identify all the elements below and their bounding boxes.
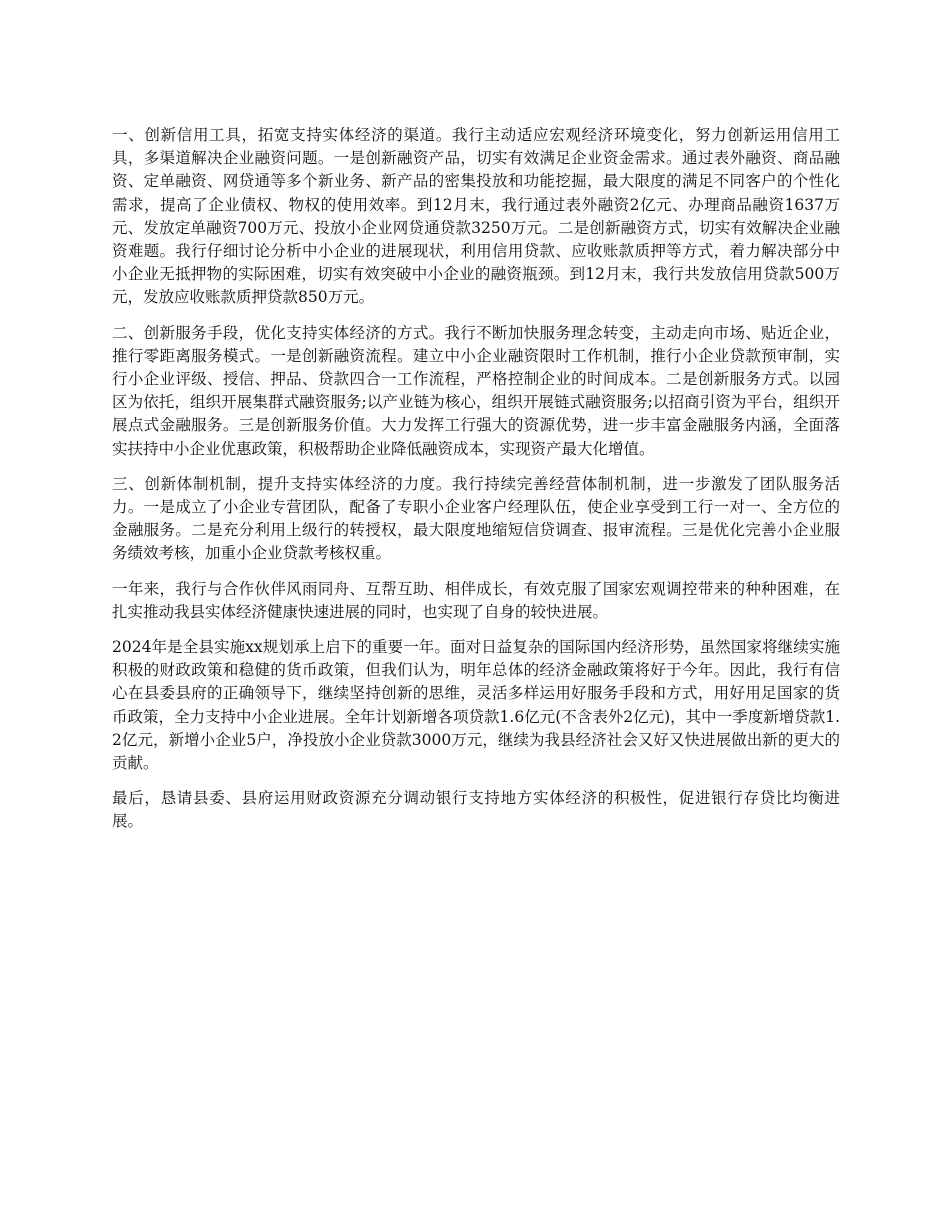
paragraph-year-review: 一年来，我行与合作伙伴风雨同舟、互帮互助、相伴成长，有效克服了国家宏观调控带来的种种困难，在扎实推动我县实体经济健康快速进展的同时，也实现了自身的较快进展。 bbox=[112, 579, 840, 621]
paragraph-innovation-service-methods: 二、创新服务手段，优化支持实体经济的方式。我行不断加快服务理念转变，主动走向市场、贴近企业，推行零距离服务模式。一是创新融资流程。建立中小企业融资限时工作机制，推行小企业贷款预审制，实行小企业评级、授信、押品、贷款四合一工作流程，严格控制企业的时间成本。二是创新服务方式。以园区为依托，组织开展集群式融资服务;以产业链为核心，组织开展链式融资服务;以招商引资为平台，组织开展点式金融服务。三是创新服务价值。大力发挥工行强大的资源优势，进一步丰富金融服务内涵，全面落实扶持中小企业优惠政策，积极帮助企业降低融资成本，实现资产最大化增值。 bbox=[112, 323, 840, 458]
paragraph-final-request: 最后，恳请县委、县府运用财政资源充分调动银行支持地方实体经济的积极性，促进银行存贷比均衡进展。 bbox=[112, 789, 840, 831]
paragraph-innovation-credit-tools: 一、创新信用工具，拓宽支持实体经济的渠道。我行主动适应宏观经济环境变化，努力创新运用信用工具，多渠道解决企业融资问题。一是创新融资产品，切实有效满足企业资金需求。通过表外融资、商品融资、定单融资、网贷通等多个新业务、新产品的密集投放和功能挖掘，最大限度的满足不同客户的个性化需求，提高了企业债权、物权的使用效率。到12月末，我行通过表外融资2亿元、办理商品融资1637万元、发放定单融资700万元、投放小企业网贷通贷款3250万元。二是创新融资方式，切实有效解决企业融资难题。我行仔细讨论分析中小企业的进展现状，利用信用贷款、应收账款质押等方式，着力解决部分中小企业无抵押物的实际困难，切实有效突破中小企业的融资瓶颈。到12月末，我行共发放信用贷款500万元，发放应收账款质押贷款850万元。 bbox=[112, 126, 840, 307]
paragraph-2024-plan: 2024年是全县实施xx规划承上启下的重要一年。面对日益复杂的国际国内经济形势，虽然国家将继续实施积极的财政政策和稳健的货币政策，但我们认为，明年总体的经济金融政策将好于今年。因此，我行有信心在县委县府的正确领导下，继续坚持创新的思维，灵活多样运用好服务手段和方式，用好用足国家的货币政策，全力支持中小企业进展。全年计划新增各项贷款1.6亿元(不含表外2亿元)，其中一季度新增贷款1.2亿元，新增小企业5户，净投放小企业贷款3000万元，继续为我县经济社会又好又快进展做出新的更大的贡献。 bbox=[112, 638, 840, 773]
paragraph-innovation-mechanisms: 三、创新体制机制，提升支持实体经济的力度。我行持续完善经营体制机制，进一步激发了团队服务活力。一是成立了小企业专营团队，配备了专职小企业客户经理队伍，使企业享受到工行一对一、全方位的金融服务。二是充分利用上级行的转授权，最大限度地缩短信贷调查、报审流程。三是优化完善小企业服务绩效考核，加重小企业贷款考核权重。 bbox=[112, 474, 840, 563]
document-page bbox=[112, 124, 840, 846]
